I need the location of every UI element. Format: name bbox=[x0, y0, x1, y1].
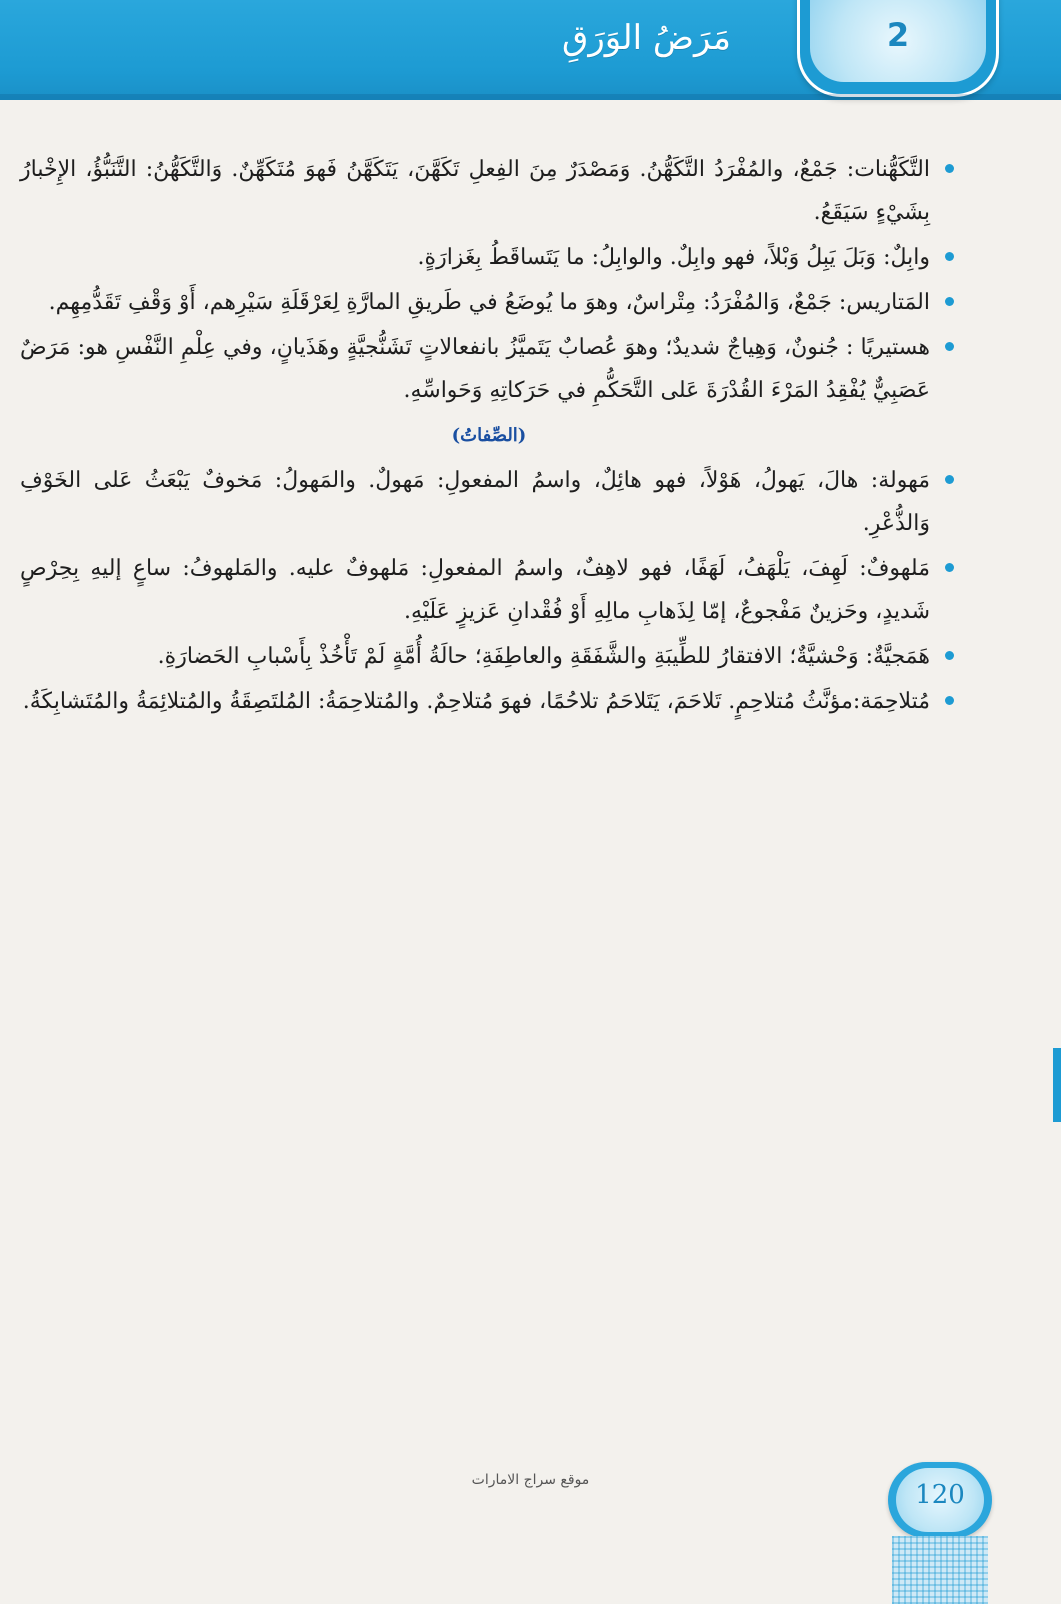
entry-definition: وَبَلَ يَبِلُ وَبْلاً، فهو وابِلٌ. والوابِلُ: ما يَتَساقَطُ بِغَزارَةٍ. bbox=[417, 245, 884, 270]
entry-term: وابِلٌ: bbox=[883, 245, 930, 270]
entry-term: مَهولة: bbox=[870, 468, 930, 493]
bullet-icon bbox=[945, 696, 954, 705]
page-number: 120 bbox=[915, 1480, 965, 1510]
header-band bbox=[0, 0, 1061, 100]
bullet-icon bbox=[945, 164, 954, 173]
entry-definition: مؤنَّثُ مُتلاحِمٍ. تَلاحَمَ، يَتَلاحَمُ تلاحُمًا، فهوَ مُتلاحِمٌ. والمُتلاحِمَةُ: المُلتَصِقَةُ والمُتلائِمَةُ والمُتَشابِكَةُ. bbox=[22, 689, 853, 714]
entry-term: المَتاريس: bbox=[838, 290, 930, 315]
section-heading: (الصِّفاتُ) bbox=[451, 425, 527, 446]
entry-definition: هالَ، يَهولُ، هَوْلاً، فهو هائِلٌ، واسمُ المفعولِ: مَهولٌ. والمَهولُ: مَخوفٌ يَبْعَثُ عَلى الخَوْفِ وَالذُّعْرِ. bbox=[20, 468, 930, 536]
glossary-entry bbox=[20, 459, 952, 545]
glossary-entry bbox=[20, 236, 952, 279]
lesson-number: 2 bbox=[886, 16, 910, 54]
decorative-pattern bbox=[892, 1536, 988, 1604]
bullet-icon bbox=[945, 297, 954, 306]
bullet-icon bbox=[945, 651, 954, 660]
entry-definition: جُنونٌ، وَهِياجٌ شديدٌ؛ وهوَ عُصابٌ يَتَميَّزُ بانفعالاتٍ تَشَنُّجيَّةٍ وهَذَيانٍ، وفي عِلْمِ النَّفْسِ هو: مَرَضٌ عَصَبِيٌّ يُفْقِدُ المَرْءَ القُدْرَةَ عَلى التَّحَكُّمِ في حَرَكاتِهِ وَحَواسِّهِ. bbox=[20, 335, 930, 403]
bullet-icon bbox=[945, 342, 954, 351]
page-number-badge bbox=[888, 1462, 992, 1538]
page-edge-tab bbox=[1053, 1048, 1061, 1122]
entry-definition: وَحْشيَّةٌ؛ الافتقارُ للطِّيبَةِ والشَّفَقَةِ والعاطِفَةِ؛ حالَةُ أُمَّةٍ لَمْ تَأْخُذْ بِأَسْبابِ الحَضارَةِ. bbox=[157, 644, 866, 669]
lesson-number-badge bbox=[797, 0, 999, 97]
entry-term: هستيريًا : bbox=[846, 335, 930, 360]
bullet-icon bbox=[945, 563, 954, 572]
entry-term: مَلهوفٌ: bbox=[859, 556, 930, 581]
entry-definition: جَمْعٌ، والمُفْرَدُ التَّكَهُّنُ. وَمَصْدَرٌ مِنَ الفِعلِ تَكَهَّنَ، يَتَكَهَّنُ فَهوَ مُتَكَهِّنٌ. وَالتَّكَهُّنُ: التَّنَبُّؤُ، الإِخْبارُ بِشَيْءٍ سَيَقَعُ. bbox=[20, 157, 930, 225]
entry-term: التَّكَهُّنات: bbox=[846, 157, 930, 182]
glossary-entry bbox=[20, 547, 952, 633]
glossary-content bbox=[20, 148, 952, 725]
glossary-entry bbox=[20, 680, 952, 723]
glossary-entry bbox=[20, 148, 952, 234]
entry-definition: جَمْعٌ، وَالمُفْرَدُ: مِتْراسٌ، وهوَ ما يُوضَعُ في طَريقِ المارَّةِ لِعَرْقَلَةِ سَيْرِهم، أَوْ وَقْفِ تَقَدُّمِهِم. bbox=[48, 290, 839, 315]
glossary-entry bbox=[20, 281, 952, 324]
bullet-icon bbox=[945, 252, 954, 261]
glossary-entry bbox=[20, 635, 952, 678]
entry-definition: لَهِفَ، يَلْهَفُ، لَهَفًا، فهو لاهِفٌ، واسمُ المفعولِ: مَلهوفٌ عليه. والمَلهوفُ: ساعٍ إليهِ بِحِرْصٍ شَديدٍ، وحَزينٌ مَفْجوعٌ، إمّا لِذَهابِ مالِهِ أَوْ فُقْدانِ عَزيزٍ عَلَيْهِ. bbox=[20, 556, 930, 624]
entry-term: مُتلاحِمَة: bbox=[852, 689, 930, 714]
lesson-title: مَرَضُ الوَرَقِ bbox=[561, 18, 731, 58]
footer-site-name: موقع سراج الامارات bbox=[471, 1472, 590, 1488]
bullet-icon bbox=[945, 475, 954, 484]
entry-term: هَمَجيَّةٌ: bbox=[865, 644, 930, 669]
glossary-entry bbox=[20, 326, 952, 412]
